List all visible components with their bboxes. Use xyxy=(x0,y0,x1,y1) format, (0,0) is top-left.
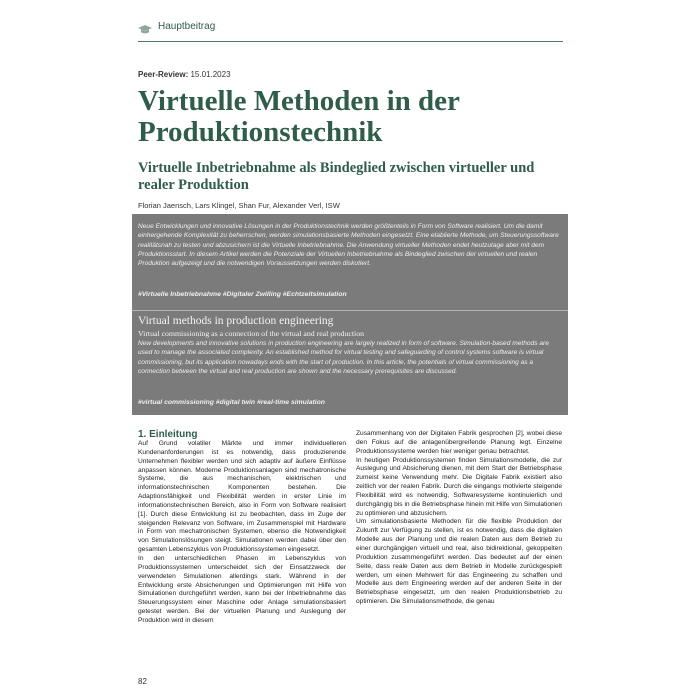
abstract-box xyxy=(132,214,568,415)
peer-review-date: 15.01.2023 xyxy=(190,70,231,79)
article-subtitle: Virtuelle Inbetriebnahme als Bindeglied zwischen virtueller und realer Produktion xyxy=(138,160,535,193)
paragraph: In den unterschiedlichen Phasen im Lebenszyklus von Produktionssystemen unterscheidet sich der Einsatzzweck der verwendeten Simulationen allerdings stark. Während in der Entwicklung erste Absicherungen und Optimierungen mit Hilfe von Simulationen durchgeführt werden, kann bei der Inbetriebnahme das Steuerungssystem einer Maschine oder Anlage simulationsbasiert getestet werden. Bei der virtuellen Planung und Auslegung der Produktion wird in diesem xyxy=(138,554,346,624)
body-column-left xyxy=(138,440,346,626)
abstract-german: Neue Entwicklungen und innovative Lösungen in der Produktionstechnik werden größtenteils in Form von Software realisiert. Um die damit einhergehende Komplexität zu beherrschen, werden simulationsbasierte Methoden eingesetzt. Eine etablierte Methode, um Steuerungssoftware realitätsnah zu testen und abzusichern ist die Virtuelle Inbetriebnahme. Die Anwendung virtueller Methoden endet heutzutage aber mit dem Produktionsstart. In diesem Artikel werden die Potenziale der Virtuellen Inbetriebnahme als Bindeglied zwischen der virtuellen und realen Produktion aufgezeigt und die notwendigen Voraussetzungen werden diskutiert. xyxy=(138,223,559,268)
english-title: Virtual methods in production engineering xyxy=(138,315,334,327)
peer-review-line xyxy=(138,70,231,79)
keywords-german: #Virtuelle Inbetriebnahme #Digitaler Zwilling #Echtzeitsimulation xyxy=(138,291,347,298)
abstract-divider xyxy=(132,310,568,311)
article-title: Virtuelle Methoden in der Produktionstechnik xyxy=(138,85,460,148)
section-heading: 1. Einleitung xyxy=(138,429,198,440)
body-column-right xyxy=(356,430,562,607)
paragraph: Um simulationsbasierte Methoden für die flexible Produktion der Zukunft zur Verfügung zu stellen, ist es notwendig, dass die digitalen Modelle aus der Planung und die realen Daten aus dem Betrieb zu einer durchgängigen virtuell und real, also bidirektional, gekoppelten Produktion zusammengeführt werden. Das bedeutet auf der einen Seite, dass reale Daten aus dem Betrieb in Modelle zurückgespielt werden, um einen Mehrwert für das Engineering zu schaffen und Modelle aus dem Engineering werden auf der anderen Seite in der Betriebsphase eingesetzt, um den realen Produktionsbetrieb zu optimieren. Die Simulationsmethode, die genau xyxy=(356,518,562,606)
peer-review-label: Peer-Review: xyxy=(138,70,189,79)
section-label: Hauptbeitrag xyxy=(158,21,216,32)
english-subtitle: Virtual commissioning as a connection of the virtual and real production xyxy=(138,329,365,338)
abstract-english: New developments and innovative solutions in production engineering are largely realized in form of software. Simulation-based methods are used to manage the associated complexity. An established method for virtual testing and safeguarding of control systems software is virtual commissioning, but its application nowadays ends with the start of production. In this article, the potentials of virtual commissioning as a connection between the virtual and real production are shown and the necessary prerequisites are discussed. xyxy=(138,340,549,375)
paragraph: Auf Grund volatiler Märkte und immer individuelleren Kundenanforderungen ist es notwendig, dass produzierende Unternehmen flexibler werden und sich adaptiv auf äußere Einflüsse anpassen können. Moderne Produktionsanlagen sind mechatronische Systeme, die aus mechanischen, elektrischen und informationstechnischen Komponenten bestehen. Die Adaptionsfähigkeit und Flexibilität werden in erster Linie im informationstechnischen Bereich, also in Form von Software realisiert [1]. Durch diese Entwicklung ist zu beobachten, dass im Zuge der steigenden Relevanz von Software, im Zusammenspiel mit Hardware in Form von mechatronischen Systemen, ebenso die Notwendigkeit von Simulationslösungen steigt. Simulationen werden dabei über den gesamten Lebenszyklus von Produktionssystemen eingesetzt. xyxy=(138,440,346,554)
mortarboard-icon xyxy=(138,22,152,32)
page-number: 82 xyxy=(138,677,147,686)
paragraph: Zusammenhang von der Digitalen Fabrik gesprochen [2], wobei diese den Fokus auf die anlagenübergreifende Planung legt. Einzelne Produktionssysteme werden hier weniger genau betrachtet. xyxy=(356,430,562,455)
keywords-english: #virtual commissioning #digital twin #real-time simulation xyxy=(138,399,325,406)
author-list: Florian Jaensch, Lars Klingel, Shan Fur, Alexander Verl, ISW xyxy=(138,201,340,210)
section-header xyxy=(138,20,563,42)
header-divider xyxy=(138,41,563,42)
paragraph: In heutigen Produktionssystemen finden Simulationsmodelle, die zur Auslegung und Absicherung dienen, mit dem Start der Betriebsphase zumeist keine Verwendung mehr. Die Digitale Fabrik existiert also zeitlich vor der realen Fabrik. Durch die eingangs motivierte steigende Flexibilität wird es notwendig, Softwaresysteme kontinuierlich und durchgängig bis in die Betriebsphase hinein mit Hilfe von Simulationen zu optimieren und abzusichern. xyxy=(356,456,562,517)
